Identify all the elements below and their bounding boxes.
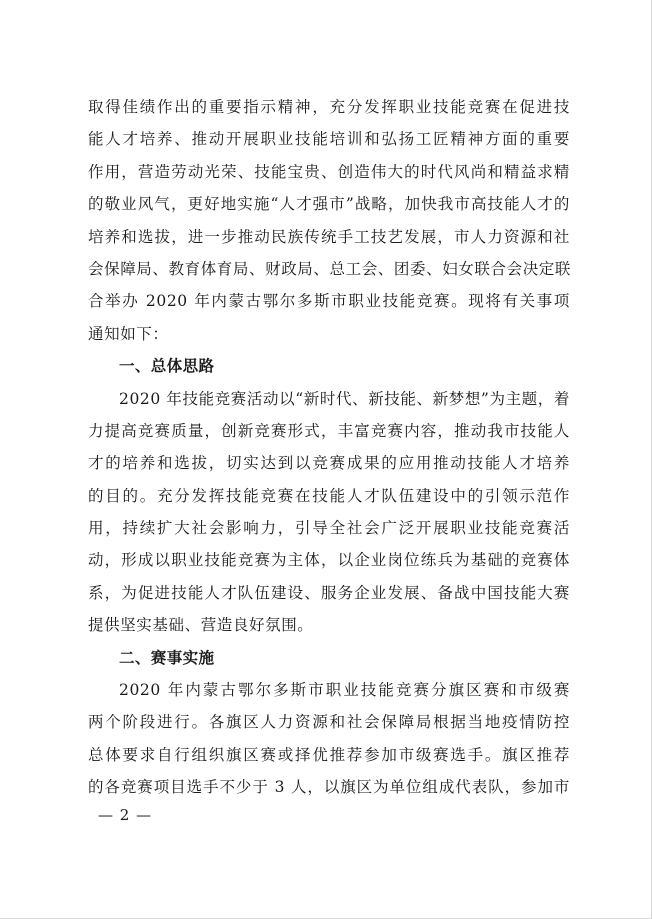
text-line: 的敬业风气，更好地实施“人才强市”战略，加快我市高技能人才的 (88, 195, 570, 214)
section-heading-overall-approach: 一、总体思路 (119, 357, 215, 376)
document-body (88, 91, 570, 804)
text-line: 系，为促进技能人才队伍建设、服务企业发展、备战中国技能大赛 (88, 583, 570, 602)
text-line: 用，持续扩大社会影响力，引导全社会广泛开展职业技能竞赛活 (88, 519, 570, 538)
text-line: 通知如下： (88, 324, 169, 343)
text-line: 会保障局、教育体育局、财政局、总工会、团委、妇女联合会决定联 (88, 259, 572, 278)
text-line: 的各竞赛项目选手不少于 3 人，以旗区为单位组成代表队，参加市 (88, 778, 570, 797)
text-line: 2020 年内蒙古鄂尔多斯市职业技能竞赛分旗区赛和市级赛 (119, 681, 570, 700)
paragraph-intro (88, 91, 570, 350)
text-line: 提供坚实基础、营造良好氛围。 (88, 616, 314, 635)
text-line: 总体要求自行组织旗区赛或择优推荐参加市级赛选手。旗区推荐 (88, 745, 570, 764)
text-line: 才的培养和选拔，切实达到以竞赛成果的应用推动技能人才培养 (88, 454, 570, 473)
page-number: — 2 — (98, 806, 153, 824)
text-line: 作用，营造劳动光荣、技能宝贵、创造伟大的时代风尚和精益求精 (88, 162, 570, 181)
text-line: 的目的。充分发挥技能竞赛在技能人才队伍建设中的引领示范作 (88, 486, 570, 505)
paragraph-event-implementation (88, 674, 570, 804)
paragraph-overall-approach (88, 383, 570, 642)
text-line: 能人才培养、推动开展职业技能培训和弘扬工匠精神方面的重要 (88, 130, 570, 149)
text-line: 两个阶段进行。各旗区人力资源和社会保障局根据当地疫情防控 (88, 713, 570, 732)
text-line: 2020 年技能竞赛活动以“新时代、新技能、新梦想”为主题，着 (119, 389, 570, 408)
text-line: 合举办 2020 年内蒙古鄂尔多斯市职业技能竞赛。现将有关事项 (88, 292, 570, 311)
text-line: 培养和选拔，进一步推动民族传统手工技艺发展，市人力资源和社 (88, 227, 570, 246)
section-heading-event-implementation: 二、赛事实施 (119, 648, 215, 667)
text-line: 力提高竞赛质量，创新竞赛形式，丰富竞赛内容，推动我市技能人 (88, 421, 570, 440)
text-line: 动，形成以职业技能竞赛为主体，以企业岗位练兵为基础的竞赛体 (88, 551, 570, 570)
text-line: 取得佳绩作出的重要指示精神，充分发挥职业技能竞赛在促进技 (88, 98, 570, 116)
